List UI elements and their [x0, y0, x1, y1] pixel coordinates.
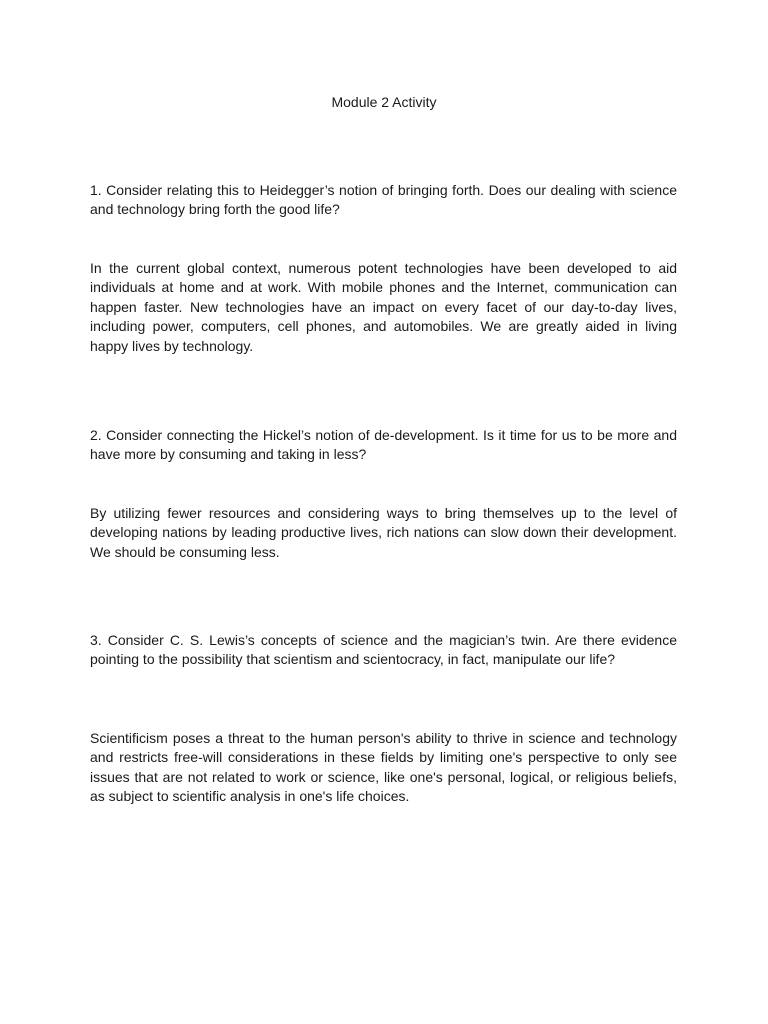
answer-1: In the current global context, numerous potent technologies have been developed to aid individuals at home and at work. With mobile phones and the Internet, communication can happen faster. New technologies have an impact on every facet of our day-to-day lives, including power, computers, cell phones, and automobiles. We are greatly aided in living happy lives by technology. [90, 260, 677, 354]
page-title: Module 2 Activity [331, 94, 437, 110]
answer-3: Scientificism poses a threat to the human person's ability to thrive in science and technology and restricts free-will considerations in these fields by limiting one's perspective to only see issues that are not related to work or science, like one's personal, logical, or religious beliefs, as subject to scientific analysis in one's life choices. [90, 730, 677, 805]
question-1: 1. Consider relating this to Heidegger’s notion of bringing forth. Does our dealing with science and technology bring forth the good life? [90, 182, 677, 218]
answer-2: By utilizing fewer resources and considering ways to bring themselves up to the level of developing nations by leading productive lives, rich nations can slow down their development. We should be consuming less. [90, 505, 677, 560]
question-2: 2. Consider connecting the Hickel’s notion of de-development. Is it time for us to be more and have more by consuming and taking in less? [90, 427, 677, 463]
question-3: 3. Consider C. S. Lewis’s concepts of science and the magician’s twin. Are there evidence pointing to the possibility that scientism and scientocracy, in fact, manipulate our life? [90, 632, 677, 668]
